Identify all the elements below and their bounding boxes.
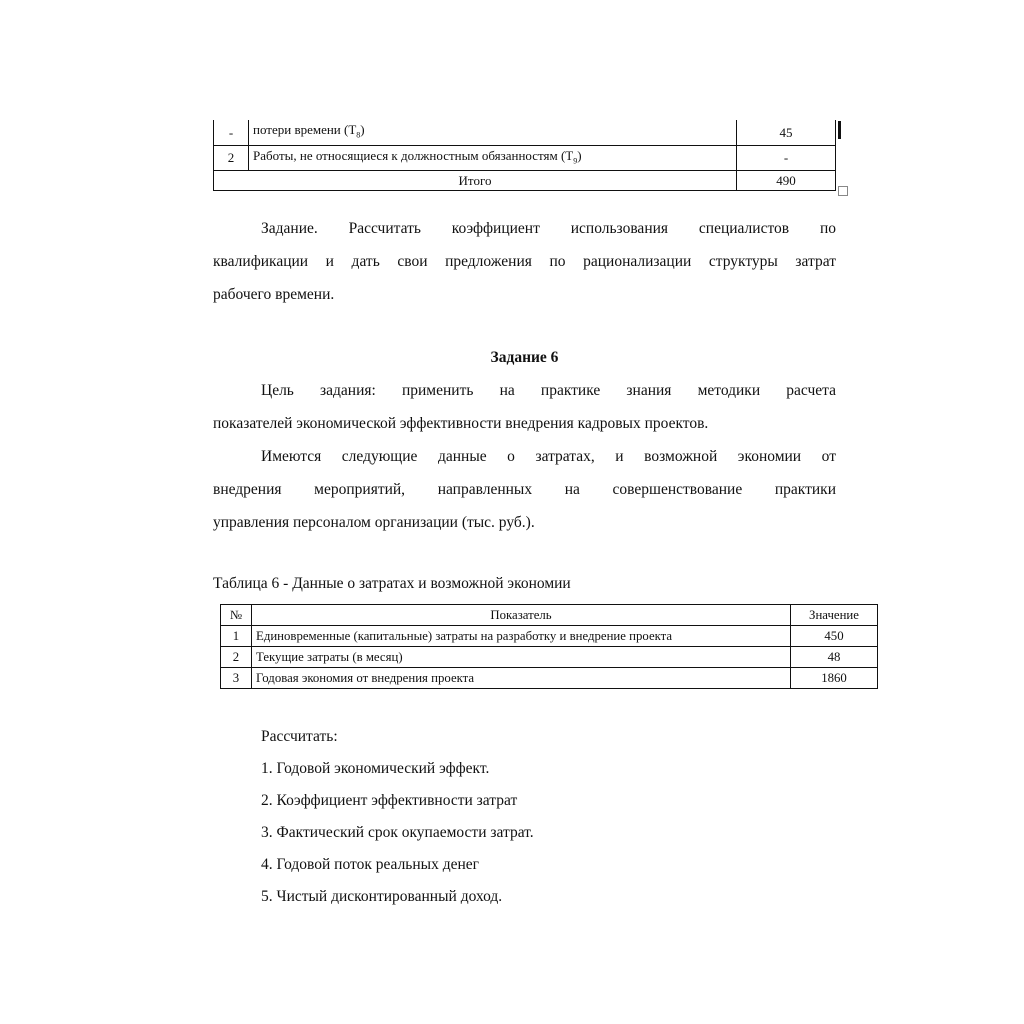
- paragraph-line: показателей экономической эффективности внедрения кадровых проектов.: [213, 415, 709, 432]
- list-item: 4. Годовой поток реальных денег: [261, 856, 480, 873]
- costs-savings-table: [220, 604, 878, 689]
- header-indicator: Показатель: [252, 605, 791, 626]
- header-value: Значение: [791, 605, 878, 626]
- list-item: 3. Фактический срок окупаемости затрат.: [261, 824, 534, 841]
- row-indicator: Годовая экономия от внедрения проекта: [252, 668, 791, 689]
- row-indicator: Текущие затраты (в месяц): [252, 647, 791, 668]
- goal-paragraph: [213, 374, 836, 440]
- row-number: 3: [221, 668, 252, 689]
- table-header-row: [221, 605, 878, 626]
- table-row: [214, 145, 836, 171]
- text-cursor-bar: [838, 121, 841, 139]
- paragraph-line: внедрения мероприятий, направленных на совершенствование практики: [213, 481, 836, 498]
- table-caption: Таблица 6 - Данные о затратах и возможной экономии: [213, 575, 571, 592]
- paragraph-line: Цель задания: применить на практике знания методики расчета: [261, 382, 836, 399]
- row-indicator: Работы, не относящиеся к должностным обязанностям $(Т_9)$: [249, 145, 737, 171]
- row-value: 45: [737, 120, 836, 145]
- list-item: 5. Чистый дисконтированный доход.: [261, 888, 503, 905]
- row-number: 1: [221, 626, 252, 647]
- row-indicator: потери времени $(Т_8)$: [249, 120, 737, 145]
- table-resize-handle[interactable]: [838, 186, 848, 196]
- table-row: [221, 626, 878, 647]
- total-value: 490: [737, 171, 836, 191]
- table-total-row: [214, 171, 836, 191]
- list-title: Рассчитать:: [261, 728, 338, 745]
- calculation-list: [261, 721, 534, 913]
- row-number: 2: [214, 145, 249, 171]
- section-heading: Задание 6: [490, 349, 559, 366]
- row-indicator: Единовременные (капитальные) затраты на разработку и внедрение проекта: [252, 626, 791, 647]
- paragraph-line: Имеются следующие данные о затратах, и возможной экономии от: [261, 448, 836, 465]
- table-row: [214, 120, 836, 145]
- time-costs-table: [213, 120, 836, 191]
- header-number: №: [221, 605, 252, 626]
- row-value: 1860: [791, 668, 878, 689]
- paragraph-line: квалификации и дать свои предложения по рационализации структуры затрат: [213, 253, 836, 270]
- data-paragraph: [213, 440, 836, 539]
- task-paragraph: [213, 212, 836, 311]
- paragraph-line: Задание. Рассчитать коэффициент использования специалистов по: [261, 220, 836, 237]
- row-number: 2: [221, 647, 252, 668]
- row-value: 48: [791, 647, 878, 668]
- row-value: -: [737, 145, 836, 171]
- table-row: [221, 668, 878, 689]
- list-item: 2. Коэффициент эффективности затрат: [261, 792, 518, 809]
- paragraph-line: рабочего времени.: [213, 286, 335, 303]
- row-number: -: [214, 120, 249, 145]
- paragraph-line: управления персоналом организации (тыс. руб.).: [213, 514, 535, 531]
- table-row: [221, 647, 878, 668]
- list-item: 1. Годовой экономический эффект.: [261, 760, 490, 777]
- total-label: Итого: [214, 171, 737, 191]
- row-value: 450: [791, 626, 878, 647]
